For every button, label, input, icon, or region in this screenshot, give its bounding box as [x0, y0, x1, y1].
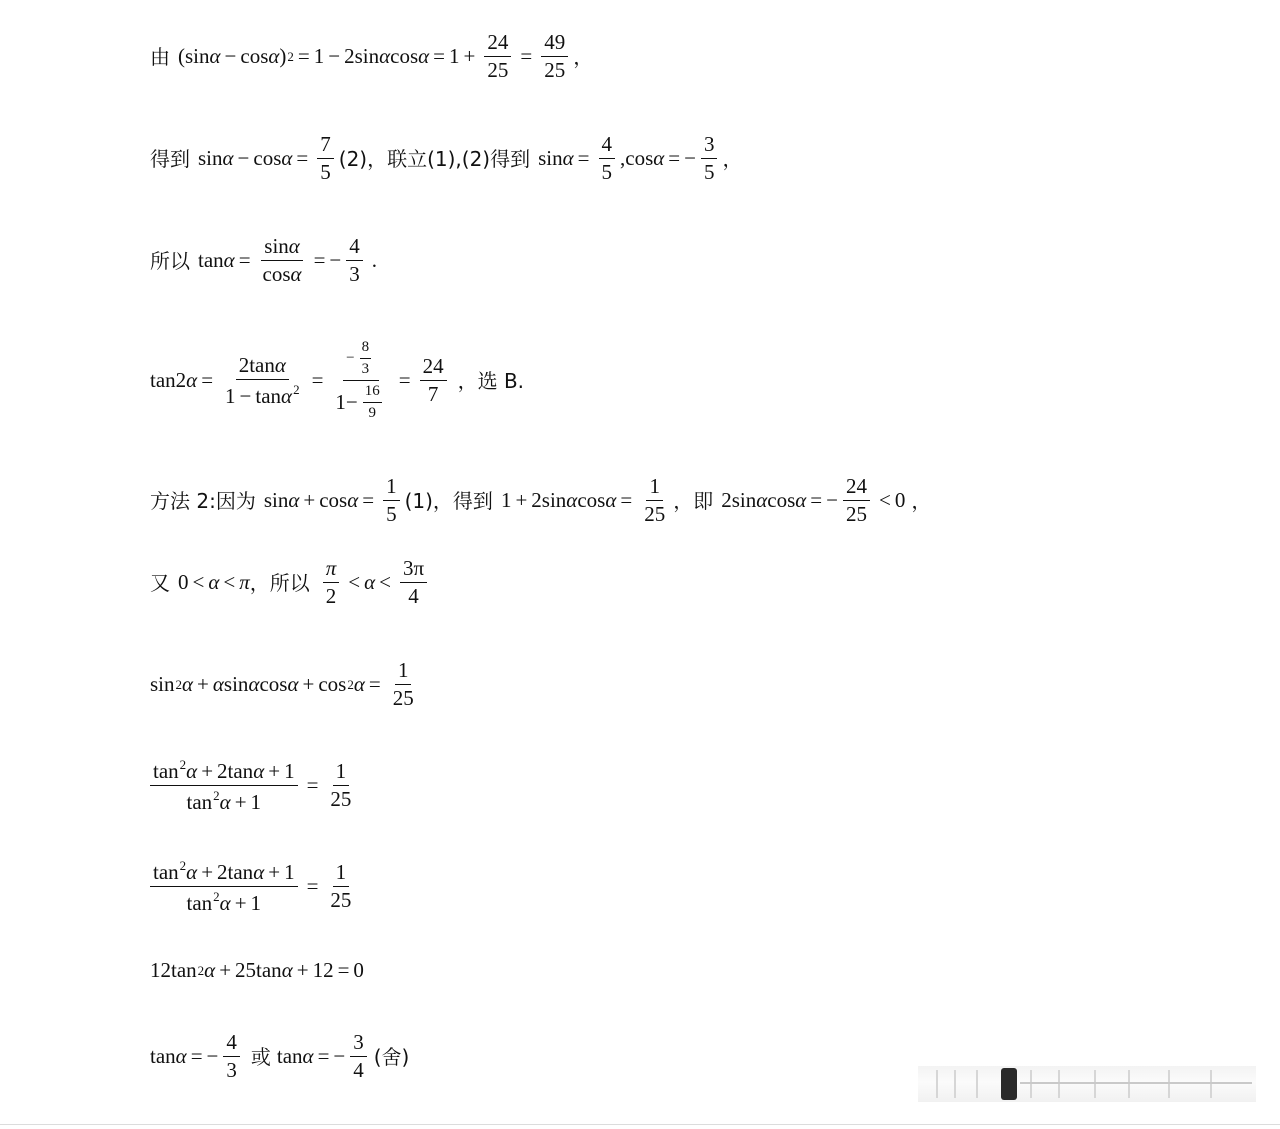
fraction [484, 32, 511, 81]
op: = [337, 958, 350, 982]
alpha: α [562, 146, 574, 170]
numerator: 24 [484, 32, 511, 57]
strip-tick [1058, 1070, 1060, 1098]
punct: ， [722, 146, 743, 171]
text: 又 [150, 570, 170, 595]
text: cos [240, 44, 269, 68]
text: sin [150, 672, 175, 696]
text: 1 [335, 390, 346, 414]
denominator: 25 [544, 58, 566, 82]
text: ) [279, 44, 287, 68]
text: tan2 [150, 368, 187, 392]
text: cos [577, 488, 606, 512]
text: 2tan [217, 759, 254, 783]
text: 12 [312, 958, 334, 982]
numerator: 1 [383, 476, 400, 501]
line-10 [150, 960, 364, 981]
text: (1)，得到 [404, 488, 493, 513]
op: = [306, 874, 319, 898]
line-6 [150, 558, 432, 607]
fraction [323, 558, 340, 607]
text: cos [262, 262, 291, 286]
alpha: α [290, 262, 302, 286]
exponent: 2 [293, 381, 300, 397]
op: < [878, 488, 891, 512]
denominator: 5 [703, 160, 715, 184]
fraction [360, 340, 372, 377]
alpha: α [182, 672, 194, 696]
alpha: α [212, 672, 224, 696]
op: = [238, 248, 251, 272]
exponent: 2 [175, 677, 183, 692]
alpha: α [302, 1044, 314, 1068]
op: − [826, 488, 838, 512]
op: = [520, 44, 533, 68]
text: 1 [449, 44, 460, 68]
text: 1 [225, 383, 236, 408]
text: cos [318, 672, 347, 696]
op: − [333, 1044, 346, 1068]
text: ,cos [620, 146, 654, 170]
line-9 [150, 859, 359, 914]
text: 1 [500, 488, 512, 512]
op: − [328, 44, 341, 68]
denominator: 5 [320, 160, 331, 184]
op: + [303, 488, 316, 512]
strip-tick [1210, 1070, 1212, 1098]
fraction [150, 758, 298, 813]
op: = [668, 146, 681, 170]
alpha: α [186, 368, 198, 392]
alpha: α [219, 891, 231, 915]
op: + [268, 860, 281, 884]
op: = [306, 773, 319, 797]
fraction [327, 862, 354, 911]
numerator [236, 352, 289, 380]
exponent: 2 [179, 858, 187, 873]
alpha: α [186, 759, 198, 783]
denominator: 5 [386, 502, 397, 526]
op: + [302, 672, 315, 696]
text: tan [255, 383, 282, 408]
numerator: 4 [223, 1032, 240, 1057]
op: = [810, 488, 823, 512]
numerator: 24 [843, 476, 870, 501]
op: = [190, 1044, 203, 1068]
bottom-divider [0, 1124, 1280, 1125]
alpha: α [288, 234, 300, 258]
op: − [239, 383, 252, 408]
op: = [362, 488, 375, 512]
alpha: α [756, 488, 768, 512]
numerator [150, 859, 298, 887]
op: − [329, 248, 342, 272]
op: = [433, 44, 446, 68]
text: 2sin [344, 44, 380, 68]
text: tan [153, 759, 179, 783]
line-8 [150, 758, 359, 813]
scroll-thumb[interactable] [1001, 1068, 1017, 1100]
alpha: α [281, 383, 293, 408]
text: sin [264, 234, 289, 258]
strip-tick [976, 1070, 978, 1098]
punct: ， [911, 488, 932, 513]
text: 1 [284, 860, 295, 884]
text: sin [198, 146, 223, 170]
line-5 [150, 476, 931, 525]
text: ，所以 [249, 570, 310, 595]
text: tan [198, 248, 224, 272]
op: − [206, 1044, 219, 1068]
alpha: α [605, 488, 617, 512]
alpha: α [653, 146, 665, 170]
numerator: π [323, 558, 340, 583]
denominator: 3 [361, 361, 370, 377]
strip-tick [954, 1070, 956, 1098]
denominator: 25 [487, 58, 509, 82]
fraction [222, 352, 303, 408]
line-4 [150, 340, 524, 421]
alpha: α [566, 488, 578, 512]
op: = [620, 488, 633, 512]
op: + [296, 958, 309, 982]
numerator: 24 [420, 356, 447, 381]
fraction [350, 1032, 367, 1081]
line-7 [150, 660, 422, 709]
text: tan [186, 790, 213, 814]
op: < [348, 570, 361, 594]
op: + [201, 759, 214, 783]
text: tan [276, 1044, 303, 1068]
text: 25tan [235, 958, 282, 982]
denominator [332, 381, 389, 421]
op: + [197, 672, 209, 696]
text: tan [153, 860, 179, 884]
op: + [515, 488, 528, 512]
text: cos [390, 44, 419, 68]
denominator: 25 [392, 686, 414, 710]
strip-tick [1168, 1070, 1170, 1098]
text: sin [223, 672, 249, 696]
fraction [843, 476, 870, 525]
strip-tick [1128, 1070, 1130, 1098]
strip-tick [1094, 1070, 1096, 1098]
op: < [223, 570, 236, 594]
alpha: α [287, 672, 299, 696]
op: < [192, 570, 205, 594]
text: 1 [313, 44, 325, 68]
text: cos [259, 672, 288, 696]
denominator: 25 [330, 787, 352, 811]
op: = [201, 368, 214, 392]
denominator: 25 [644, 502, 666, 526]
text: 得到 [150, 146, 190, 171]
text: 由 [150, 44, 170, 69]
fraction [363, 384, 382, 421]
op: + [234, 891, 247, 915]
op: = [577, 146, 590, 170]
text: cos [253, 146, 282, 170]
alpha: α [281, 146, 293, 170]
denominator: 3 [349, 262, 360, 286]
denominator: 25 [845, 502, 867, 526]
scroll-strip[interactable] [918, 1066, 1256, 1102]
op: = [311, 368, 324, 392]
op: = [368, 672, 381, 696]
op: = [313, 248, 326, 272]
fraction [383, 476, 400, 525]
numerator: 1 [395, 660, 412, 685]
op: + [201, 860, 214, 884]
text: ，即 [673, 488, 714, 513]
alpha: α [795, 488, 807, 512]
text: tan [186, 891, 213, 915]
alpha: α [222, 146, 234, 170]
denominator: 4 [353, 1058, 364, 1082]
text: 所以 [150, 248, 190, 273]
op: + [463, 44, 476, 68]
text: 或 [250, 1044, 271, 1069]
line-1 [150, 32, 593, 81]
text: 1 [284, 759, 295, 783]
op: = [317, 1044, 330, 1068]
alpha: α [186, 860, 198, 884]
denominator [260, 261, 305, 285]
denominator: 7 [427, 382, 439, 406]
numerator: 1 [646, 476, 663, 501]
numerator: 1 [333, 761, 350, 786]
exponent: 2 [213, 889, 220, 904]
alpha: α [418, 44, 430, 68]
exponent: 2 [197, 963, 205, 978]
text: 方法 2:因为 [150, 488, 256, 513]
numerator [261, 236, 303, 261]
alpha: α [379, 44, 391, 68]
op: − [237, 146, 250, 170]
numerator: 4 [599, 134, 616, 159]
op: + [219, 958, 232, 982]
alpha: α [268, 44, 280, 68]
strip-tick [1030, 1070, 1032, 1098]
alpha: α [223, 248, 235, 272]
numerator: 3π [400, 558, 427, 583]
op: = [297, 44, 310, 68]
line-2 [150, 134, 742, 183]
fraction [346, 236, 363, 285]
op: − [345, 390, 358, 414]
text: 0 [178, 570, 189, 594]
alpha: α [253, 860, 265, 884]
punct: ， [573, 44, 594, 69]
text: cos [767, 488, 796, 512]
compound-fraction [332, 340, 389, 421]
fraction [260, 236, 305, 285]
denominator: 9 [368, 405, 376, 421]
numerator: 1 [333, 862, 350, 887]
strip-tick [936, 1070, 938, 1098]
text: (2)，联立(1),(2)得到 [338, 146, 531, 171]
exponent: 2 [213, 788, 220, 803]
fraction [641, 476, 668, 525]
denominator [184, 887, 265, 914]
text: 0 [894, 488, 906, 512]
denominator: 25 [330, 888, 352, 912]
text: 2sin [531, 488, 567, 512]
alpha: α [281, 958, 293, 982]
fraction [541, 32, 568, 81]
op: + [268, 759, 281, 783]
fraction [317, 134, 334, 183]
numerator [343, 340, 379, 381]
alpha: α [364, 570, 376, 594]
pi: π [239, 570, 250, 594]
text: cos [319, 488, 348, 512]
punct: . [371, 248, 377, 272]
exponent: 2 [287, 49, 294, 64]
fraction [150, 859, 298, 914]
numerator [150, 758, 298, 786]
alpha: α [208, 570, 220, 594]
text: ，选 B. [457, 368, 525, 393]
numerator: 7 [317, 134, 334, 159]
fraction [390, 660, 417, 709]
fraction [599, 134, 616, 183]
numerator: 3 [701, 134, 718, 159]
alpha: α [248, 672, 260, 696]
fraction [327, 761, 354, 810]
denominator: 5 [601, 160, 613, 184]
text: sin [538, 146, 563, 170]
line-11 [150, 1032, 409, 1081]
op: − [346, 350, 355, 366]
numerator: 49 [541, 32, 568, 57]
text: 2tan [238, 352, 275, 377]
op: < [379, 570, 391, 594]
alpha: α [175, 1044, 187, 1068]
text: sin [263, 488, 289, 512]
alpha: α [288, 488, 300, 512]
text: 1 [250, 891, 262, 915]
fraction [420, 356, 447, 405]
denominator: 3 [226, 1058, 237, 1082]
alpha: α [253, 759, 265, 783]
op: + [234, 790, 247, 814]
fraction [223, 1032, 240, 1081]
numerator: 3 [350, 1032, 367, 1057]
text: (舍) [373, 1044, 410, 1069]
alpha: α [204, 958, 216, 982]
exponent: 2 [179, 757, 187, 772]
alpha: α [209, 44, 221, 68]
line-3 [150, 236, 377, 285]
alpha: α [347, 488, 359, 512]
text: 2tan [217, 860, 254, 884]
text: tan [150, 1044, 176, 1068]
op: − [224, 44, 237, 68]
numerator: 4 [346, 236, 363, 261]
op: = [398, 368, 411, 392]
denominator [184, 786, 265, 813]
exponent: 2 [347, 677, 354, 692]
text: 0 [353, 958, 364, 982]
text: (sin [178, 44, 210, 68]
op: − [684, 146, 696, 170]
text: 1 [250, 790, 262, 814]
fraction [701, 134, 718, 183]
fraction [400, 558, 427, 607]
numerator: 8 [360, 340, 372, 359]
denominator: 4 [408, 584, 419, 608]
op: = [296, 146, 309, 170]
numerator: 16 [363, 384, 382, 403]
alpha: α [219, 790, 231, 814]
alpha: α [274, 352, 286, 377]
scroll-track-line [1020, 1082, 1252, 1084]
text: 12tan [150, 958, 197, 982]
alpha: α [353, 672, 365, 696]
text: 2sin [721, 488, 757, 512]
denominator [222, 380, 303, 407]
denominator: 2 [325, 584, 337, 608]
